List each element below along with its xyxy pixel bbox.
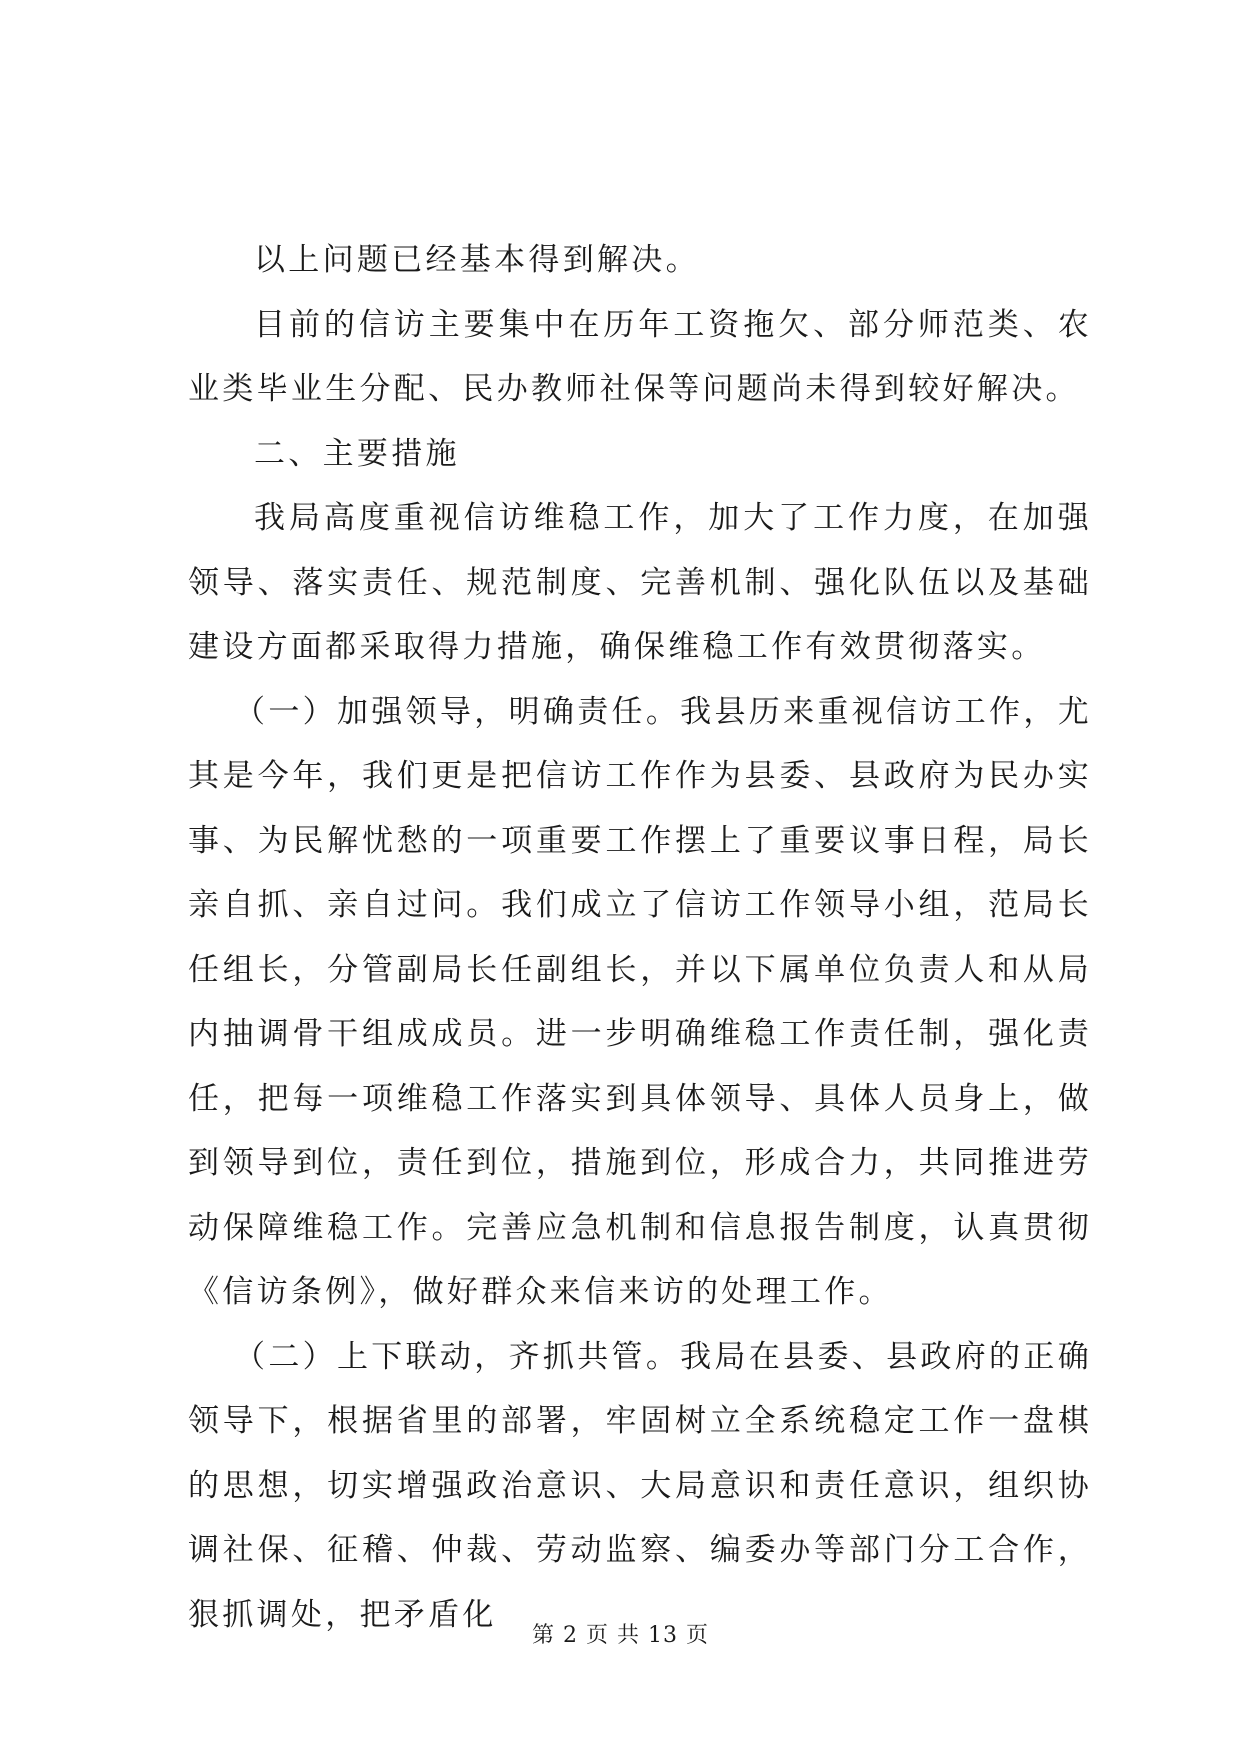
paragraph-measure-one: （一）加强领导，明确责任。我县历来重视信访工作，尤其是今年，我们更是把信访工作作为县委、县政府为民办实事、为民解忧愁的一项重要工作摆上了重要议事日程，局长亲自抓、亲自过问。我们成立了信访工作领导小组，范局长任组长，分管副局长任副组长，并以下属单位负责人和从局内抽调骨干组成成员。进一步明确维稳工作责任制，强化责任，把每一项维稳工作落实到具体领导、具体人员身上，做到领导到位，责任到位，措施到位，形成合力，共同推进劳动保障维稳工作。完善应急机制和信息报告制度，认真贯彻《信访条例》，做好群众来信来访的处理工作。 bbox=[188, 693, 1092, 1310]
section-heading-main-measures: 二、主要措施 bbox=[254, 435, 460, 472]
paragraph-resolved: 以上问题已经基本得到解决。 bbox=[254, 242, 700, 278]
document-body bbox=[188, 228, 1092, 1647]
paragraph-measures-intro: 我局高度重视信访维稳工作，加大了工作力度，在加强领导、落实责任、规范制度、完善机制、强化队伍以及基础建设方面都采取得力措施，确保维稳工作有效贯彻落实。 bbox=[188, 500, 1092, 665]
page-number-footer: 第 2 页 共 13 页 bbox=[532, 1623, 709, 1648]
paragraph-measure-two: （二）上下联动，齐抓共管。我局在县委、县政府的正确领导下，根据省里的部署，牢固树立全系统稳定工作一盘棋的思想，切实增强政治意识、大局意识和责任意识，组织协调社保、征稽、仲裁、劳动监察、编委办等部门分工合作，狠抓调处，把矛盾化 bbox=[188, 1338, 1092, 1633]
paragraph-current-petitions: 目前的信访主要集中在历年工资拖欠、部分师范类、农业类毕业生分配、民办教师社保等问题尚未得到较好解决。 bbox=[188, 306, 1092, 407]
